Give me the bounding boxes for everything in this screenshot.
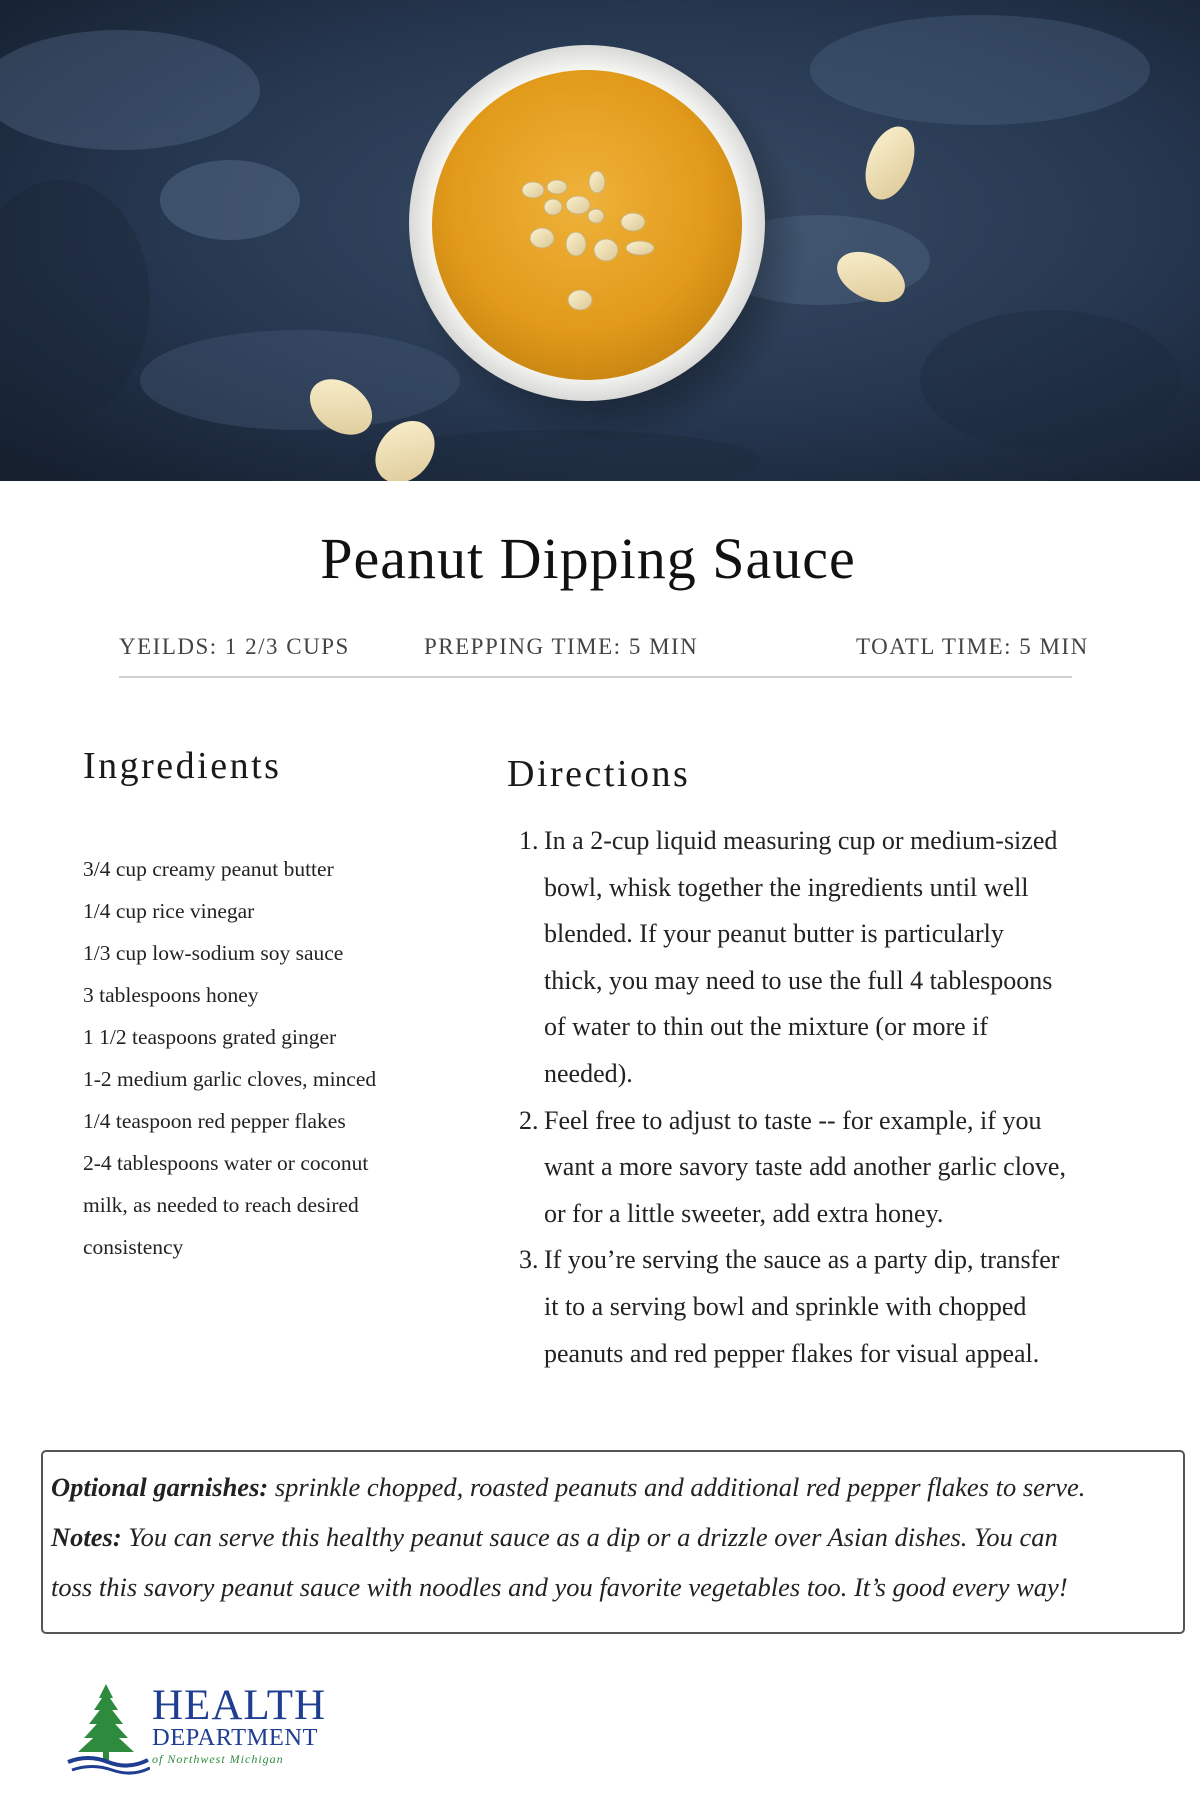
ingredients-heading: Ingredients: [83, 745, 282, 787]
logo-subtitle-text: of Northwest Michigan: [152, 1752, 284, 1766]
ingredient-item: 1/3 cup low-sodium soy sauce: [83, 941, 344, 965]
direction-step: [507, 818, 1167, 1098]
ingredient-item: 1/4 cup rice vinegar: [83, 899, 255, 923]
recipe-title: Peanut Dipping Sauce: [320, 526, 856, 591]
step-line: blended. If your peanut butter is particularly: [544, 919, 1004, 949]
garnish-note: [51, 1462, 1173, 1512]
directions-heading: Directions: [507, 753, 691, 795]
ingredient-item: milk, as needed to reach desired: [83, 1193, 359, 1217]
step-number: 3.: [519, 1245, 539, 1275]
health-department-logo: [66, 1680, 336, 1780]
ingredient-item: 1-2 medium garlic cloves, minced: [83, 1067, 377, 1091]
meta-divider: [119, 676, 1072, 678]
step-number: 2.: [519, 1105, 539, 1135]
pine-tree-icon: [66, 1680, 150, 1780]
notes-text: You can serve this healthy peanut sauce as a dip or a drizzle over Asian dishes. You can: [121, 1522, 1058, 1552]
step-line: want a more savory taste add another garlic clove,: [544, 1152, 1066, 1182]
step-line: thick, you may need to use the full 4 tablespoons: [544, 965, 1053, 995]
ingredient-item: consistency: [83, 1235, 184, 1259]
garnish-text: sprinkle chopped, roasted peanuts and additional red pepper flakes to serve.: [268, 1472, 1086, 1502]
ingredient-item: 3 tablespoons honey: [83, 983, 259, 1007]
ingredients-list: [83, 848, 443, 1268]
ingredient-item: 3/4 cup creamy peanut butter: [83, 857, 334, 881]
ingredient-item: 1/4 teaspoon red pepper flakes: [83, 1109, 346, 1133]
step-line: If you’re serving the sauce as a party dip, transfer: [544, 1245, 1060, 1275]
ingredient-item: 2-4 tablespoons water or coconut: [83, 1151, 369, 1175]
prep-time-info: PREPPING TIME: 5 MIN: [424, 634, 699, 659]
step-line: bowl, whisk together the ingredients until well: [544, 872, 1029, 902]
step-number: 1.: [519, 826, 539, 855]
peanut-sauce-photo: [0, 0, 1200, 481]
notes-line: toss this savory peanut sauce with noodles and you favorite vegetables too. It’s good every way!: [51, 1572, 1068, 1602]
direction-step: [507, 1098, 1167, 1238]
notes-box: [41, 1450, 1185, 1634]
step-line: needed).: [544, 1058, 633, 1088]
notes-line: [51, 1512, 1173, 1562]
garnish-label: Optional garnishes:: [51, 1472, 269, 1502]
directions-list: [507, 818, 1167, 1377]
step-line: In a 2-cup liquid measuring cup or medium-sized: [544, 826, 1058, 855]
step-line: or for a little sweeter, add extra honey.: [544, 1198, 944, 1228]
step-line: peanuts and red pepper flakes for visual appeal.: [544, 1338, 1040, 1368]
ingredient-item: 1 1/2 teaspoons grated ginger: [83, 1025, 337, 1049]
logo-health-text: HEALTH: [152, 1682, 327, 1729]
direction-step: [507, 1237, 1167, 1377]
step-line: it to a serving bowl and sprinkle with chopped: [544, 1291, 1027, 1321]
hero-photo: [0, 0, 1200, 481]
total-time-info: TOATL TIME: 5 MIN: [856, 634, 1089, 659]
step-line: of water to thin out the mixture (or more if: [544, 1012, 989, 1042]
logo-department-text: DEPARTMENT: [152, 1724, 318, 1751]
yield-info: YEILDS: 1 2/3 CUPS: [119, 634, 350, 659]
notes-label: Notes:: [51, 1522, 122, 1552]
step-line: Feel free to adjust to taste -- for example, if you: [544, 1105, 1042, 1135]
